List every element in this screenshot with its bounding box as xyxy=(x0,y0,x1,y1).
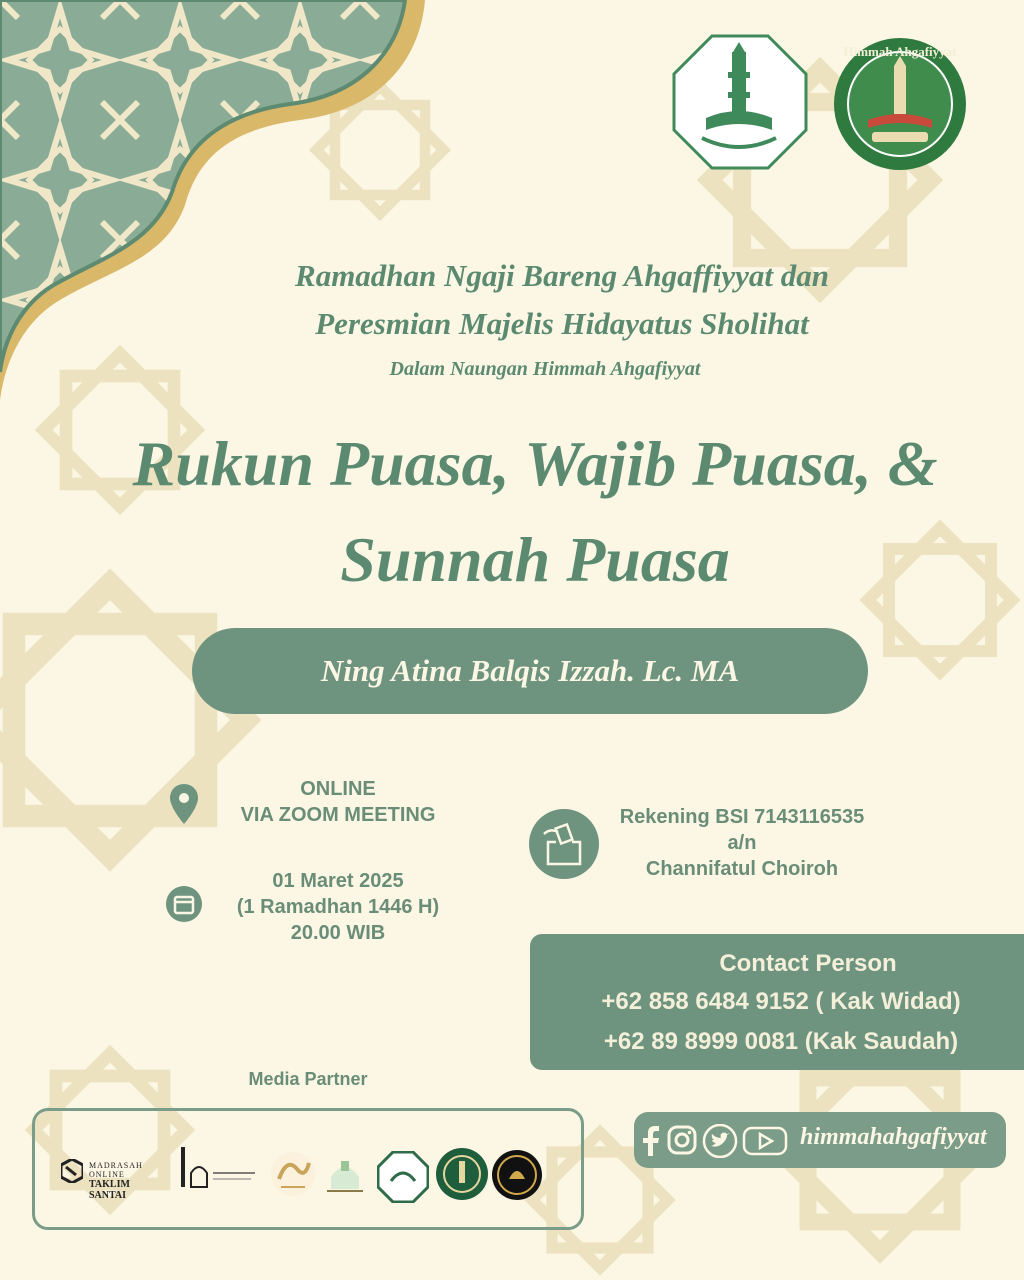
calendar-icon xyxy=(166,886,202,922)
speaker-pill xyxy=(192,628,868,714)
octagon-seal-partner-logo[interactable] xyxy=(377,1151,429,1203)
facebook-icon[interactable] xyxy=(640,1126,660,1156)
speaker-name: Ning Atina Balqis Izzah. Lc. MA xyxy=(320,653,740,688)
calligraphy-partner-logo[interactable] xyxy=(267,1149,319,1199)
madrasah-online-logo xyxy=(89,1161,169,1201)
location-line2: VIA ZOOM MEETING xyxy=(240,804,436,826)
partner-name-1: MADRASAH ONLINE xyxy=(89,1161,143,1179)
schedule-hijri: (1 Ramadhan 1446 H) xyxy=(236,896,440,918)
location-info xyxy=(220,776,456,828)
main-title-line1: Rukun Puasa, Wajib Puasa, & xyxy=(132,428,938,499)
social-handle[interactable]: himmahahgafiyyat xyxy=(800,1124,987,1150)
social-bar xyxy=(634,1112,1006,1168)
main-title-line2: Sunnah Puasa xyxy=(340,524,730,595)
schedule-time: 20.00 WIB xyxy=(290,922,386,944)
twitter-icon[interactable] xyxy=(702,1124,738,1158)
media-partner-box xyxy=(32,1108,584,1230)
event-title-line1: Ramadhan Ngaji Bareng Ahgaffiyyat dan xyxy=(295,258,829,293)
mosque-partner-logo[interactable] xyxy=(177,1143,259,1193)
instagram-icon[interactable] xyxy=(666,1124,698,1156)
media-partner-label: Media Partner xyxy=(248,1069,368,1089)
partner-name-2: TAKLIM SANTAI xyxy=(89,1179,130,1201)
donation-info xyxy=(612,804,872,882)
youtube-icon[interactable] xyxy=(742,1126,788,1156)
event-title-line2: Peresmian Majelis Hidayatus Sholihat xyxy=(315,306,809,341)
dome-partner-logo[interactable] xyxy=(323,1155,367,1195)
contact-box xyxy=(530,934,1024,1070)
location-line1: ONLINE xyxy=(300,778,376,800)
contact-phone2[interactable]: +62 89 8999 0081 (Kak Saudah) xyxy=(603,1028,959,1055)
madrasah-online-logo-icon xyxy=(61,1159,83,1183)
donation-an: a/n xyxy=(727,832,757,854)
donation-box-icon xyxy=(528,808,600,880)
contact-phone1[interactable]: +62 858 6484 9152 ( Kak Widad) xyxy=(601,988,961,1015)
donation-account: Rekening BSI 7143116535 xyxy=(619,806,865,828)
event-subtitle: Dalam Naungan Himmah Ahgafiyyat xyxy=(389,358,701,380)
himmah-logo-ring-text: Himmah Ahgafiyyat xyxy=(843,44,957,59)
donation-holder: Channifatul Choiroh xyxy=(645,858,839,880)
green-round-partner-logo[interactable] xyxy=(435,1147,489,1201)
schedule-info xyxy=(220,868,456,946)
dark-round-partner-logo[interactable] xyxy=(491,1149,543,1201)
schedule-date: 01 Maret 2025 xyxy=(272,870,404,892)
location-pin-icon xyxy=(170,784,198,824)
contact-title: Contact Person xyxy=(719,950,897,977)
university-logo xyxy=(672,34,808,170)
